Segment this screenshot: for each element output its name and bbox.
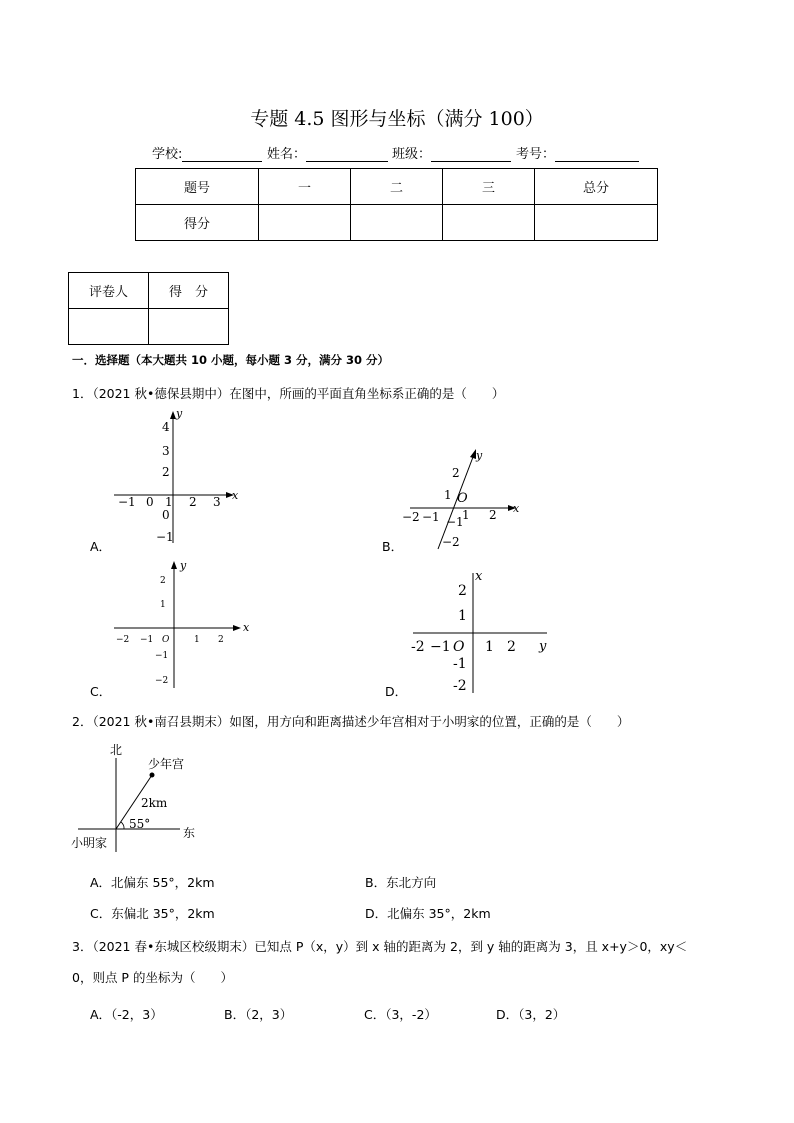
q2-option-a[interactable]: A．北偏东 55°，2km [90, 875, 215, 890]
y-tick-label: 0 [162, 508, 170, 522]
score-row-label: 得分 [136, 205, 259, 241]
x-tick-label: 2 [218, 635, 224, 645]
x-axis-name: y [539, 639, 547, 654]
angle-label: 55° [129, 817, 151, 831]
q3-option-c[interactable]: C．（3，-2） [364, 1007, 437, 1022]
palace-point [150, 773, 155, 778]
grader-header-cell: 评卷人 [69, 273, 149, 309]
x-tick-label: −1 [422, 510, 440, 524]
number-blank[interactable] [555, 147, 639, 162]
x-tick-label: 1 [485, 639, 494, 655]
x-tick-label: 3 [213, 495, 221, 509]
grader-table [68, 272, 229, 345]
y-tick-label: 1 [458, 608, 467, 624]
angle-arc [121, 822, 124, 829]
q2-option-c[interactable]: C．东偏北 35°，2km [90, 906, 215, 921]
question-3-line-1: 3．（2021 春•东城区校级期末）已知点 P（x，y）到 x 轴的距离为 2，到 y 轴的距离为 3，且 x+y＞0，xy＜ [72, 939, 688, 954]
figure-compass [68, 740, 208, 855]
option-a-label[interactable]: A． [90, 539, 112, 554]
name-label: 姓名： [267, 143, 388, 162]
x-tick-label: -2 [411, 639, 425, 655]
score-table [135, 168, 658, 241]
section-heading: 一．选择题（本大题共 10 小题，每小题 3 分，满分 30 分） [72, 353, 390, 367]
score-header-cell: 三 [443, 169, 535, 205]
grader-row [69, 309, 229, 345]
y-tick-label: 2 [162, 465, 170, 479]
y-tick-label: −2 [442, 535, 460, 549]
score-header-cell: 二 [351, 169, 443, 205]
y-tick-label: 3 [162, 444, 170, 458]
x-tick-label: 0 [146, 495, 154, 509]
figure-c [110, 558, 255, 690]
east-label: 东 [183, 826, 196, 840]
y-tick-label: 2 [458, 583, 467, 599]
x-arrow [233, 625, 241, 631]
score-header-cell: 总分 [535, 169, 658, 205]
origin-label: O [457, 491, 468, 506]
y-axis-name: y [180, 559, 187, 572]
y-tick-label: 2 [160, 576, 166, 586]
grader-header-cell: 得 分 [149, 273, 229, 309]
y-tick-label: -1 [453, 656, 467, 672]
q3-option-a[interactable]: A．（-2，3） [90, 1007, 163, 1022]
y-axis-name: y [176, 407, 183, 420]
x-tick-label: 2 [489, 508, 497, 522]
y-axis-name: x [475, 569, 483, 584]
grader-cell[interactable] [149, 309, 229, 345]
x-tick-label: −1 [430, 639, 451, 655]
option-b-label[interactable]: B． [382, 539, 404, 554]
score-cell[interactable] [443, 205, 535, 241]
x-axis-name: x [513, 502, 520, 515]
q3-option-d[interactable]: D．（3，2） [496, 1007, 566, 1022]
x-tick-label: −1 [118, 495, 136, 509]
score-cell[interactable] [535, 205, 658, 241]
page-title: 专题 4.5 图形与坐标（满分 100） [250, 108, 544, 130]
y-tick-label: 4 [162, 420, 170, 434]
x-tick-label: O [453, 639, 465, 655]
score-header-cell: 一 [259, 169, 351, 205]
class-label: 班级： [392, 143, 511, 162]
question-2-stem: 2．（2021 秋•南召县期末）如图，用方向和距离描述少年宫相对于小明家的位置，正确的是（ ） [72, 714, 630, 729]
x-axis-name: x [232, 489, 239, 502]
q2-option-d[interactable]: D．北偏东 35°，2km [365, 906, 491, 921]
y-tick-label: 2 [452, 466, 460, 480]
q3-option-b[interactable]: B．（2，3） [224, 1007, 293, 1022]
question-3-line-2: 0，则点 P 的坐标为（ ） [72, 970, 233, 985]
x-tick-label: 2 [189, 495, 197, 509]
y-tick-label: -2 [453, 678, 467, 694]
home-label: 小明家 [71, 836, 108, 850]
x-tick-label: −1 [140, 635, 154, 645]
figure-d [405, 565, 555, 695]
score-table-row [136, 205, 658, 241]
class-blank[interactable] [431, 147, 511, 162]
option-d-label[interactable]: D． [385, 684, 408, 699]
score-cell[interactable] [351, 205, 443, 241]
y-arrow [171, 561, 177, 569]
y-tick-label: −1 [155, 651, 169, 661]
score-cell[interactable] [259, 205, 351, 241]
name-blank[interactable] [306, 147, 388, 162]
figure-a [110, 405, 250, 555]
y-tick-label: 1 [160, 600, 166, 610]
north-label: 北 [110, 743, 123, 757]
number-label: 考号： [516, 143, 639, 162]
grader-cell[interactable] [69, 309, 149, 345]
x-axis-name: x [243, 621, 250, 634]
y-tick-label: −2 [155, 676, 169, 686]
y-axis-name: y [476, 449, 483, 462]
score-header-cell: 题号 [136, 169, 259, 205]
figure-b [398, 445, 528, 555]
distance-label: 2km [141, 796, 168, 810]
option-c-label[interactable]: C． [90, 684, 112, 699]
x-tick-label: −2 [402, 510, 420, 524]
score-table-header-row [136, 169, 658, 205]
question-1-stem: 1．（2021 秋•德保县期中）在图中，所画的平面直角坐标系正确的是（ ） [72, 386, 505, 401]
x-tick-label: O [162, 635, 170, 645]
x-tick-label: −2 [116, 635, 130, 645]
x-tick-label: 1 [462, 508, 470, 522]
y-tick-label: 1 [444, 488, 452, 502]
x-tick-label: 2 [507, 639, 516, 655]
y-tick-label: −1 [446, 515, 464, 529]
y-tick-label: −1 [156, 530, 174, 544]
school-blank[interactable] [182, 147, 262, 162]
grader-header-row [69, 273, 229, 309]
x-tick-label: 1 [194, 635, 200, 645]
x-tick-label: 1 [165, 495, 173, 509]
school-label: 学校: [152, 143, 262, 162]
q2-option-b[interactable]: B．东北方向 [365, 875, 437, 890]
palace-label: 少年宫 [148, 757, 185, 771]
